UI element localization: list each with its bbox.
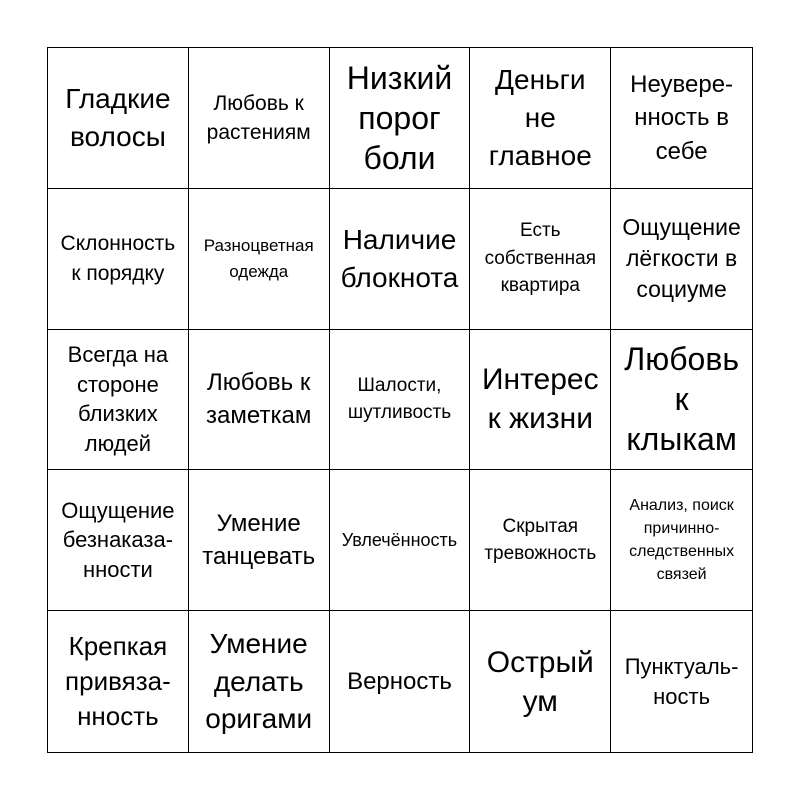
bingo-cell[interactable]	[48, 189, 189, 330]
bingo-cell[interactable]	[189, 611, 330, 752]
bingo-cell[interactable]	[330, 48, 471, 189]
cell-text: Анализ, поиск причинно- следственных связей	[629, 496, 735, 584]
cell-text: Ощущение лёгкости в социуме	[622, 214, 741, 303]
cell-text: Любовь к клыкам	[624, 341, 739, 458]
cell-text: Скрытая тревожность	[484, 515, 597, 565]
bingo-cell[interactable]	[189, 470, 330, 611]
bingo-cell[interactable]	[330, 330, 471, 471]
bingo-cell[interactable]	[470, 611, 611, 752]
bingo-cell[interactable]	[330, 189, 471, 330]
bingo-cell[interactable]	[470, 48, 611, 189]
cell-text: Интерес к жизни	[481, 363, 599, 436]
bingo-cell[interactable]	[48, 48, 189, 189]
cell-text: Гладкие волосы	[65, 83, 171, 152]
cell-text: Шалости, шутливость	[347, 374, 452, 424]
cell-text: Пунктуаль- ность	[624, 653, 739, 709]
bingo-cell[interactable]	[48, 611, 189, 752]
cell-text: Наличие блокнота	[340, 223, 459, 293]
cell-text: Ощущение безнаказа- нности	[61, 497, 175, 583]
bingo-cell[interactable]	[470, 330, 611, 471]
bingo-cell[interactable]	[48, 330, 189, 471]
bingo-cell[interactable]	[611, 48, 752, 189]
bingo-cell[interactable]	[470, 470, 611, 611]
bingo-cell[interactable]	[330, 470, 471, 611]
bingo-cell[interactable]	[611, 189, 752, 330]
cell-text: Увлечённость	[341, 530, 458, 551]
cell-text: Всегда на стороне близких людей	[67, 342, 169, 457]
cell-text: Любовь к растениям	[206, 91, 311, 144]
bingo-cell[interactable]	[611, 611, 752, 752]
cell-text: Любовь к заметкам	[206, 368, 312, 430]
bingo-cell[interactable]	[330, 611, 471, 752]
cell-text: Крепкая привяза- нность	[65, 630, 171, 732]
bingo-cell[interactable]	[470, 189, 611, 330]
bingo-board	[47, 47, 753, 753]
bingo-cell[interactable]	[189, 330, 330, 471]
bingo-cell[interactable]	[611, 330, 752, 471]
cell-text: Неувере- нность в себе	[630, 70, 734, 165]
cell-text: Есть собственная квартира	[484, 220, 597, 297]
cell-text: Склонность к порядку	[60, 232, 176, 285]
cell-text: Острый ум	[486, 645, 594, 718]
bingo-cell[interactable]	[611, 470, 752, 611]
cell-text: Верность	[347, 667, 452, 695]
cell-text: Разноцветная одежда	[203, 236, 314, 281]
cell-text: Деньги не главное	[488, 64, 592, 171]
bingo-cell[interactable]	[189, 189, 330, 330]
cell-text: Умение делать оригами	[205, 627, 313, 735]
cell-text: Умение танцевать	[202, 509, 316, 571]
bingo-cell[interactable]	[48, 470, 189, 611]
cell-text: Низкий порог боли	[346, 59, 453, 176]
bingo-cell[interactable]	[189, 48, 330, 189]
